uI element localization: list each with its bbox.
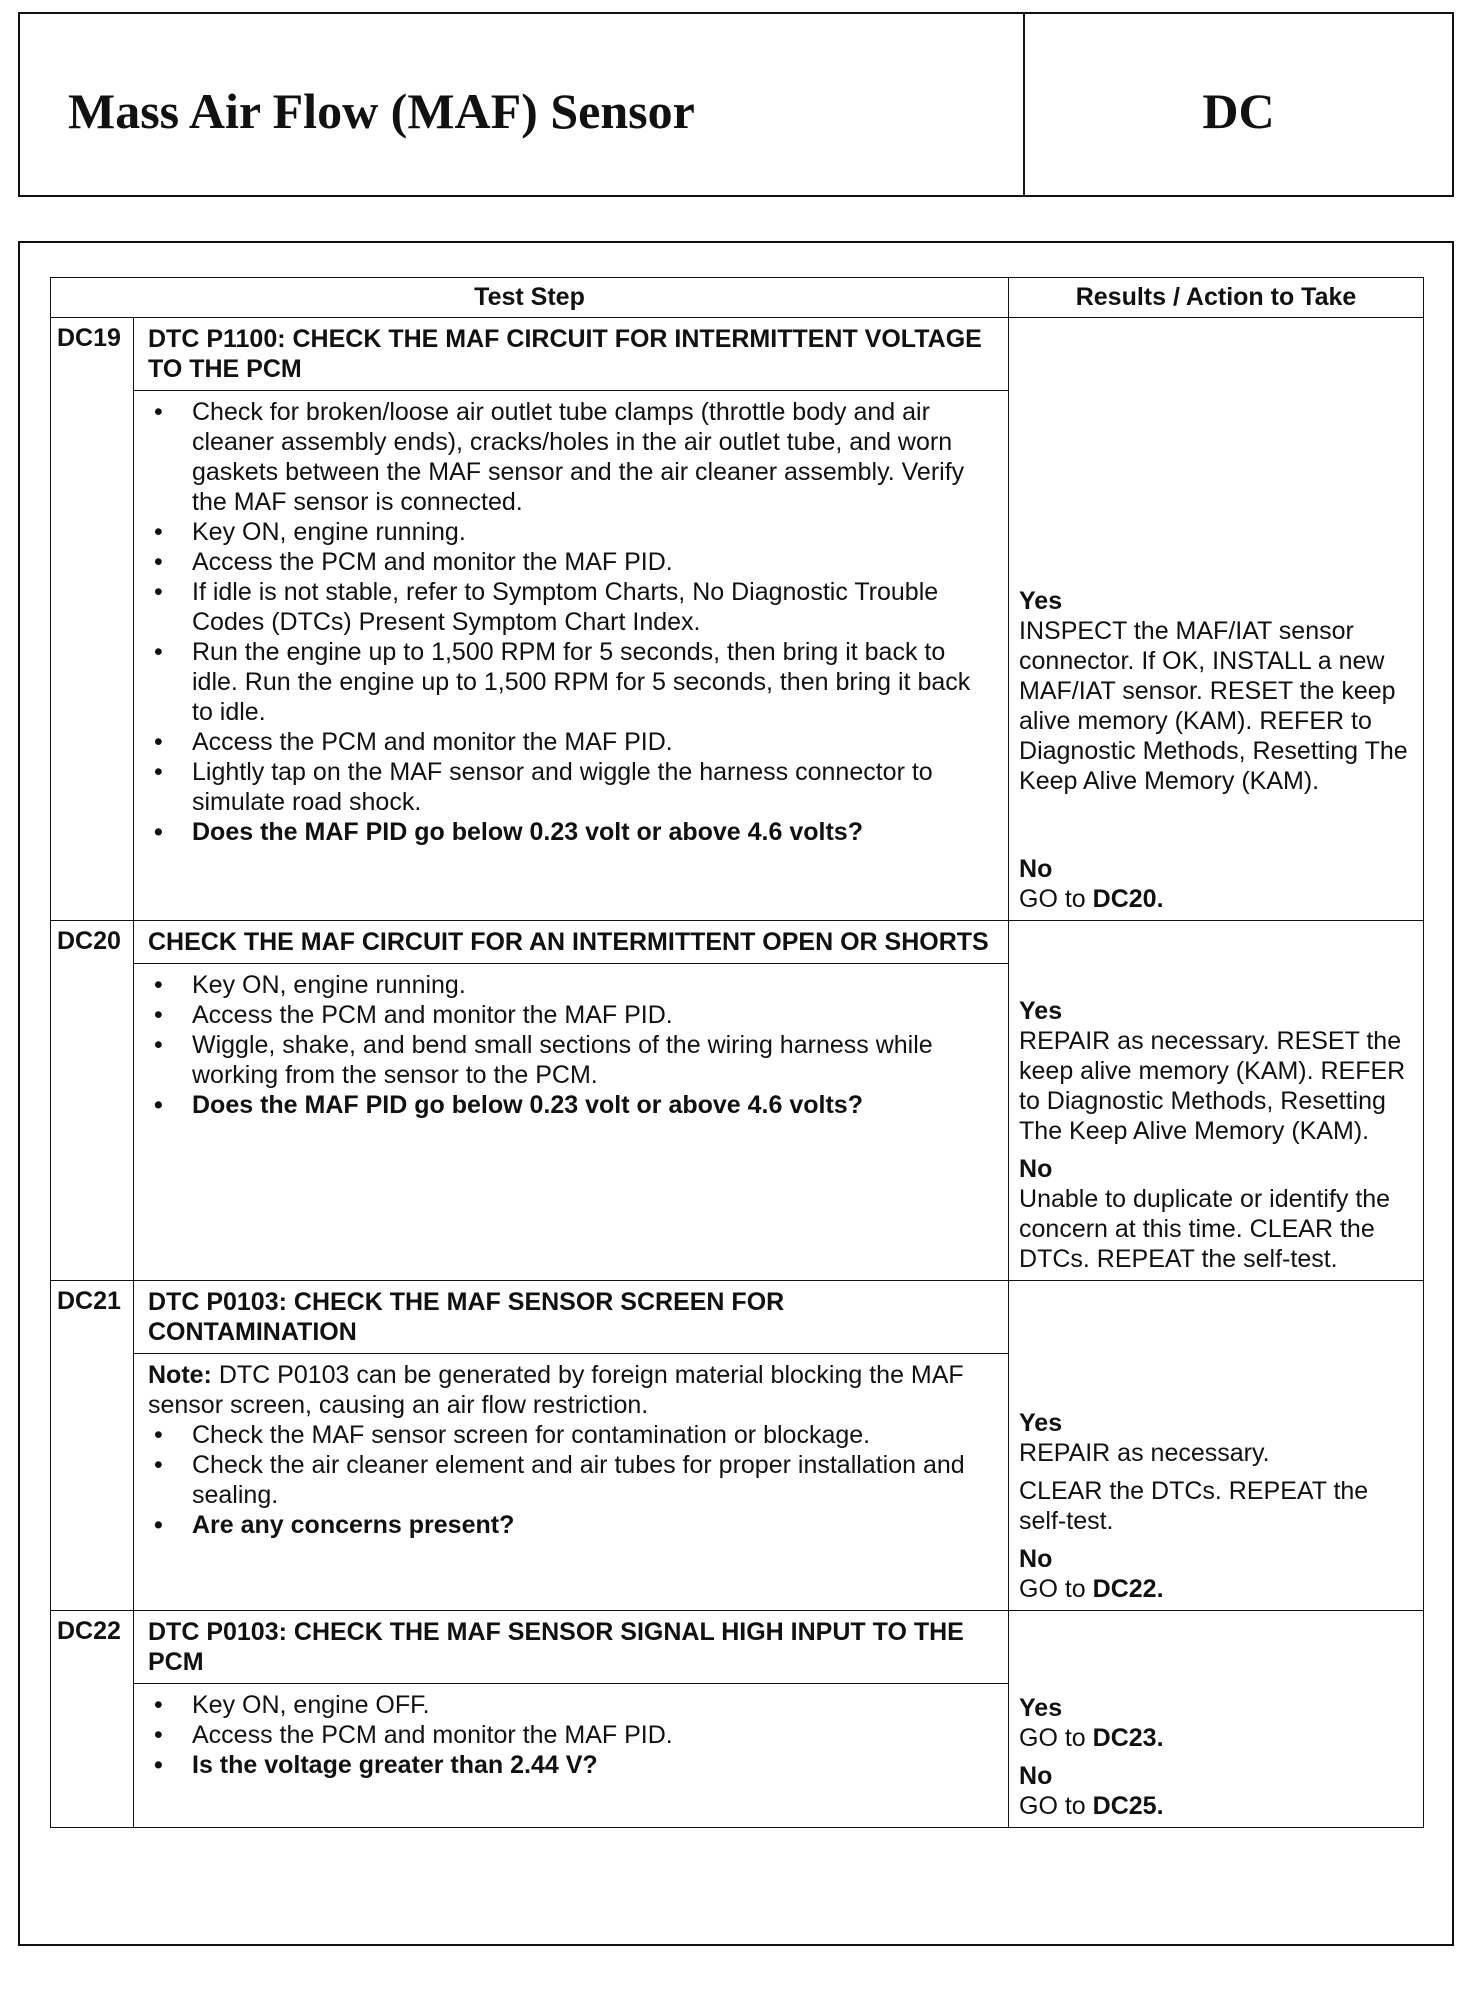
step-question: • Is the voltage greater than 2.44 V?	[148, 1750, 978, 1780]
step-question: • Are any concerns present?	[148, 1510, 978, 1540]
list-item: • Key ON, engine running.	[148, 517, 978, 547]
yes-action	[1019, 1723, 1413, 1753]
no-action	[1019, 884, 1413, 914]
no-label: No	[1019, 1155, 1053, 1183]
no-action: Unable to duplicate or identify the concern at this time. CLEAR the DTCs. REPEAT the self-test.	[1019, 1185, 1391, 1273]
yes-action: REPAIR as necessary. RESET the keep alive memory (KAM). REFER to Diagnostic Methods, Resetting The Keep Alive Memory (KAM).	[1019, 1027, 1406, 1145]
table-row	[51, 318, 1424, 921]
list-item: • Check the air cleaner element and air tubes for proper installation and sealing.	[148, 1450, 978, 1510]
step-id: DC21	[51, 1281, 134, 1611]
table-row	[51, 1281, 1424, 1611]
goto-target[interactable]: DC23.	[1092, 1724, 1164, 1752]
goto-target[interactable]: DC20.	[1092, 885, 1164, 913]
step-title: DTC P0103: CHECK THE MAF SENSOR SIGNAL HIGH INPUT TO THE PCM	[134, 1611, 1008, 1684]
result-cell	[1009, 1611, 1424, 1828]
list-item: • Wiggle, shake, and bend small sections of the wiring harness while working from the sensor to the PCM.	[148, 1030, 978, 1090]
yes-label: Yes	[1019, 1409, 1063, 1437]
list-item: • Access the PCM and monitor the MAF PID.	[148, 1000, 978, 1030]
step-cell	[134, 921, 1009, 1281]
goto-text: GO to	[1019, 1792, 1086, 1820]
list-item: • Key ON, engine OFF.	[148, 1690, 978, 1720]
list-item: • If idle is not stable, refer to Symptom Charts, No Diagnostic Trouble Codes (DTCs) Present Symptom Chart Index.	[148, 577, 978, 637]
list-item: • Check for broken/loose air outlet tube clamps (throttle body and air cleaner assembly ends), cracks/holes in the air outlet tube, and worn gaskets between the MAF sensor and the air cleaner assembly. Verify the MAF sensor is connected.	[148, 397, 978, 517]
table-header-row	[51, 278, 1424, 318]
list-item: • Key ON, engine running.	[148, 970, 978, 1000]
result-cell	[1009, 1281, 1424, 1611]
list-item: • Lightly tap on the MAF sensor and wiggle the harness connector to simulate road shock.	[148, 757, 978, 817]
yes-action: INSPECT the MAF/IAT sensor connector. If OK, INSTALL a new MAF/IAT sensor. RESET the keep alive memory (KAM). REFER to Diagnostic Methods, Resetting The Keep Alive Memory (KAM).	[1019, 617, 1408, 795]
list-item: • Access the PCM and monitor the MAF PID.	[148, 1720, 978, 1750]
list-item: • Access the PCM and monitor the MAF PID.	[148, 547, 978, 577]
result-cell	[1009, 921, 1424, 1281]
result-cell	[1009, 318, 1424, 921]
goto-text: GO to	[1019, 885, 1086, 913]
step-cell	[134, 318, 1009, 921]
step-title: DTC P0103: CHECK THE MAF SENSOR SCREEN FOR CONTAMINATION	[134, 1281, 1008, 1354]
step-id: DC19	[51, 318, 134, 921]
step-cell	[134, 1281, 1009, 1611]
no-action	[1019, 1791, 1413, 1821]
note-text: DTC P0103 can be generated by foreign material blocking the MAF sensor screen, causing an air flow restriction.	[148, 1361, 964, 1419]
step-title: DTC P1100: CHECK THE MAF CIRCUIT FOR INTERMITTENT VOLTAGE TO THE PCM	[134, 318, 1008, 391]
step-id: DC22	[51, 1611, 134, 1828]
step-body	[134, 391, 1008, 851]
yes-label: Yes	[1019, 1694, 1063, 1722]
goto-text: GO to	[1019, 1724, 1086, 1752]
no-label: No	[1019, 1545, 1053, 1573]
yes-label: Yes	[1019, 587, 1063, 615]
step-body	[134, 964, 1008, 1124]
step-body	[134, 1354, 1008, 1544]
yes-action-2: CLEAR the DTCs. REPEAT the self-test.	[1019, 1477, 1369, 1535]
diagnostic-table	[50, 277, 1424, 1828]
goto-text: GO to	[1019, 1575, 1086, 1603]
step-body	[134, 1684, 1008, 1784]
section-code: DC	[1202, 83, 1275, 139]
page-header	[18, 12, 1454, 197]
step-title: CHECK THE MAF CIRCUIT FOR AN INTERMITTENT OPEN OR SHORTS	[134, 921, 1008, 964]
step-id: DC20	[51, 921, 134, 1281]
goto-target[interactable]: DC25.	[1092, 1792, 1164, 1820]
test-step-header: Test Step	[51, 278, 1009, 318]
step-question: • Does the MAF PID go below 0.23 volt or above 4.6 volts?	[148, 817, 978, 847]
no-action	[1019, 1574, 1413, 1604]
table-row	[51, 921, 1424, 1281]
page-title: Mass Air Flow (MAF) Sensor	[68, 83, 695, 139]
goto-target[interactable]: DC22.	[1092, 1575, 1164, 1603]
list-item: • Run the engine up to 1,500 RPM for 5 seconds, then bring it back to idle. Run the engine up to 1,500 RPM for 5 seconds, then bring it back to idle.	[148, 637, 978, 727]
no-label: No	[1019, 855, 1053, 883]
results-header: Results / Action to Take	[1009, 278, 1424, 318]
list-item: • Access the PCM and monitor the MAF PID.	[148, 727, 978, 757]
yes-action: REPAIR as necessary.	[1019, 1439, 1270, 1467]
no-label: No	[1019, 1762, 1053, 1790]
table-row	[51, 1611, 1424, 1828]
step-question: • Does the MAF PID go below 0.23 volt or above 4.6 volts?	[148, 1090, 978, 1120]
yes-label: Yes	[1019, 997, 1063, 1025]
note-label: Note:	[148, 1361, 212, 1389]
step-note	[148, 1360, 978, 1420]
step-cell	[134, 1611, 1009, 1828]
list-item: • Check the MAF sensor screen for contamination or blockage.	[148, 1420, 978, 1450]
